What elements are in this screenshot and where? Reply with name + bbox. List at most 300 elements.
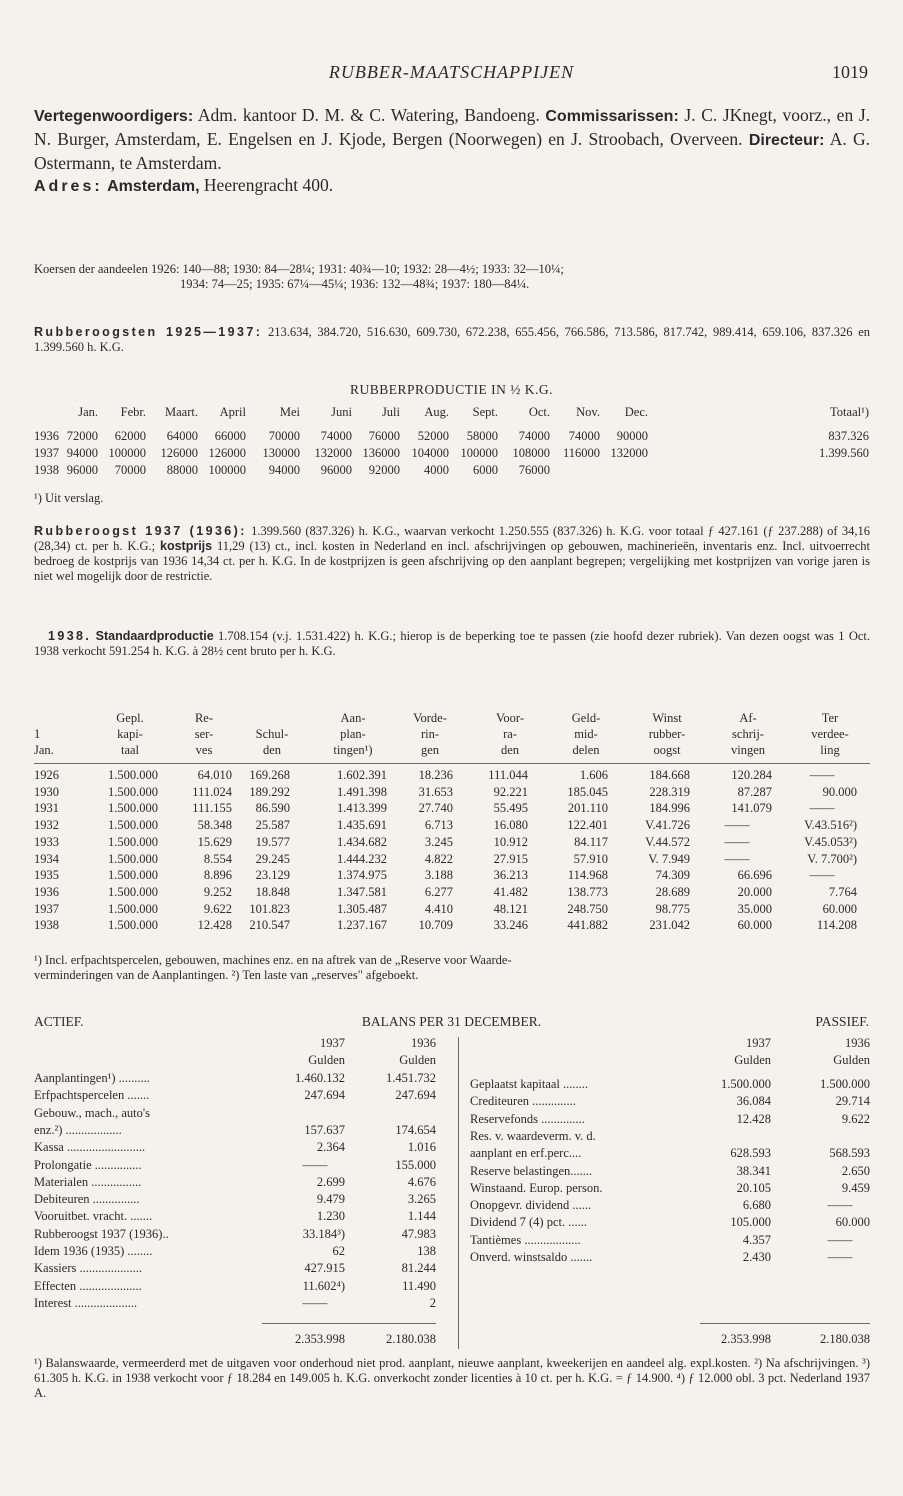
financial-cell: 20.000 (737, 884, 772, 899)
financial-cell: 231.042 (649, 918, 690, 933)
financial-header-cell: tingen¹) (333, 743, 373, 757)
financial-header-cell: taal (120, 743, 140, 757)
actief-value-1937: 1.230 (316, 1209, 345, 1224)
actief-total-rule (262, 1323, 436, 1324)
financial-cell: V. 7.949 (648, 851, 690, 866)
financial-cell: 28.689 (655, 884, 690, 899)
financial-cell: 184.996 (649, 801, 690, 816)
financial-header-cell: Af- (739, 711, 757, 725)
production-header-cell: Maart. (165, 405, 198, 419)
financial-cell: 6.277 (424, 884, 453, 899)
harvest-1937-text-2: 11,29 (13) ct., incl. kosten in Nederland en incl. afschrijvingen op gebouwen, machinerieën, inventaris enz. Incl. uitvoerrecht bedroeg de kostprijs van 1936 14,34 ct. per h. K.G. In de kostprijzen is geen afschrijving op den aanplant begrepen; vergelijking met kostprijzen van vorige jaren is niet wel mogelijk door de restrictie. (34, 539, 871, 583)
passief-value-1937: 105.000 (730, 1215, 771, 1230)
financial-cell: 1.500.000 (108, 768, 158, 782)
financial-cell: 1.500.000 (108, 818, 158, 833)
actief-row-label: Erfpachtspercelen ....... (34, 1088, 150, 1103)
vertegenwoordigers-text: Adm. kantoor D. M. & C. Watering, Bandoeng. (197, 105, 540, 125)
directeur-label: Directeur: (748, 132, 825, 149)
financial-cell: 1.500.000 (108, 851, 158, 866)
production-header-cell: Juni (331, 405, 352, 419)
passief-row-label: Tantièmes .................. (470, 1232, 581, 1247)
actief-value-1936: 138 (417, 1244, 436, 1258)
actief-value-1936: 47.983 (401, 1226, 436, 1241)
financial-cell: 248.750 (567, 901, 608, 916)
production-cell: 64000 (166, 429, 198, 443)
financial-cell: —— (724, 818, 750, 833)
passief-value-1936: 2.650 (841, 1163, 870, 1178)
financial-header-cell: gen (420, 743, 440, 757)
standard-production-text: 1.708.154 (v.j. 1.531.422) h. K.G.; hierop is de beperking toe te passen (zie hoofd dezer rubriek). Van dezen oogst was 1 Oct. 1938 verkocht 591.254 h. K.G. à 28½ cent bruto per h. K.G. (34, 629, 871, 658)
financial-cell: 90.000 (822, 784, 857, 799)
financial-cell: 84.117 (574, 834, 608, 849)
rubber-harvests-text: 213.634, 384.720, 516.630, 609.730, 672.238, 655.456, 766.586, 713.586, 817.742, 989.414, 659.106, 837.326 en 1.399.560 h. K.G. (34, 325, 870, 354)
actief-value-1937: 9.479 (316, 1192, 345, 1207)
production-header-cell: Nov. (576, 405, 600, 419)
actief-value-1936: 4.676 (407, 1174, 436, 1189)
financial-cell: 114.208 (816, 918, 857, 933)
actief-row-label: Vooruitbet. vracht. ....... (34, 1209, 153, 1224)
balance-footnote: ¹) Balanswaarde, vermeerderd met de uitgaven voor onderhoud niet prod. aanplant, nieuwe aanplant, kweekerijen en aandeel alg. expl.kosten. ²) Na afschrijvingen. ³) 61.305 h. K.G. in 1938 verkocht voor ƒ 18.284 en 149.005 h. K.G. onverkocht zonder licenties à 10 ct. per h. K.G. = ƒ 14.900. ⁴) ƒ 12.000 obl. 3 pct. Nederland 1937 A. (34, 1356, 870, 1400)
production-cell: 130000 (262, 446, 300, 460)
production-cell: 104000 (411, 446, 449, 460)
passief-value-1936: 9.459 (841, 1180, 870, 1195)
financial-row-year: 1938 (34, 918, 59, 933)
production-cell: 70000 (114, 463, 146, 477)
actief-value-1937: 247.694 (304, 1088, 345, 1103)
financial-row-year: 1934 (34, 851, 59, 866)
actief-unit-2: Gulden (399, 1053, 436, 1067)
financial-footnote-line-2: verminderingen van de Aanplantingen. ²) Ten laste van „reserves" afgeboekt. (34, 968, 419, 982)
financial-cell: 57.910 (573, 851, 608, 866)
financial-cell: 29.245 (255, 851, 290, 866)
financial-cell: 441.882 (567, 918, 608, 933)
financial-cell: 18.848 (255, 884, 290, 899)
actief-row-label: Gebouw., mach., auto's (34, 1105, 150, 1120)
financial-cell: 25.587 (255, 818, 290, 833)
financial-cell: 3.245 (424, 834, 453, 849)
production-header-cell: Juli (381, 405, 400, 419)
production-cell: 1.399.560 (819, 446, 869, 460)
financial-header-cell: Gepl. (116, 711, 144, 725)
financial-cell: 98.775 (655, 901, 690, 916)
passief-row-label: Res. v. waardeverm. v. d. (470, 1128, 596, 1143)
commissarissen-label: Commissarissen: (545, 108, 679, 125)
financial-header-cell: delen (572, 743, 600, 757)
financial-cell: 33.246 (493, 918, 528, 933)
financial-cell: 1.500.000 (108, 884, 158, 899)
production-header-cell: Totaal¹) (830, 405, 869, 419)
financial-header-cell: den (500, 743, 520, 757)
passief-value-1937: 628.593 (730, 1146, 771, 1161)
cost-price-label: kostprijs (160, 539, 213, 553)
financial-cell: 9.252 (203, 884, 232, 899)
financial-cell: 1.606 (579, 768, 608, 782)
financial-cell: 92.221 (493, 784, 528, 799)
financial-cell: 12.428 (197, 918, 232, 933)
actief-value-1936: 11.490 (402, 1278, 436, 1293)
financial-cell: 1.305.487 (337, 901, 387, 916)
actief-value-1937: 2.364 (316, 1140, 345, 1155)
financial-cell: 3.188 (424, 868, 453, 883)
financial-header-cell: oogst (653, 743, 681, 757)
production-cell: 76000 (518, 463, 550, 477)
actief-value-1937: 62 (332, 1244, 345, 1258)
harvest-1937-paragraph (34, 524, 870, 584)
financial-cell: 1.500.000 (108, 801, 158, 816)
passief-year-1: 1937 (746, 1036, 771, 1050)
production-row-year: 1937 (34, 446, 59, 460)
actief-value-1937: 427.915 (304, 1261, 345, 1276)
actief-value-1937: 1.460.132 (295, 1071, 345, 1085)
financial-cell: 1.434.682 (337, 834, 387, 849)
production-footnote: ¹) Uit verslag. (34, 491, 104, 505)
financial-header-cell: Geld- (571, 711, 601, 725)
passief-unit-1: Gulden (734, 1053, 771, 1067)
financial-cell: 10.912 (493, 834, 528, 849)
share-prices-line-1: Koersen der aandeelen 1926: 140—88; 1930: 84—28¼; 1931: 40¾—10; 1932: 28—4½; 1933: 32—10¼; (34, 262, 564, 276)
balance-sheet-title: BALANS PER 31 DECEMBER. (361, 1014, 542, 1029)
financial-cell: 86.590 (255, 801, 290, 816)
financial-header-cell: Jan. (34, 743, 54, 757)
passief-value-1936: 1.500.000 (820, 1077, 870, 1091)
production-header-cell: Febr. (120, 405, 146, 419)
financial-cell: 35.000 (737, 901, 772, 916)
financial-header-cell: plan- (340, 727, 366, 741)
standard-production-year: 1938. (48, 629, 92, 643)
production-header-cell: April (219, 405, 246, 419)
actief-row-label: Idem 1936 (1935) ........ (34, 1244, 153, 1258)
balance-divider (458, 1037, 459, 1349)
harvest-1937-text: 1.399.560 (837.326) h. K.G., waarvan verkocht 1.250.555 (837.326) h. K.G. voor totaal ƒ 427.161 (ƒ 237.288) of 34,16 (28,34) ct. per h. K.G.; (34, 524, 870, 553)
financial-cell: 184.668 (649, 768, 690, 782)
production-row-year: 1936 (34, 429, 59, 443)
financial-header-cell: ser- (194, 727, 214, 741)
production-cell: 136000 (362, 446, 400, 460)
actief-value-1936: 1.144 (407, 1209, 436, 1224)
financial-header-cell: ves (195, 743, 213, 757)
actief-value-1936: 1.451.732 (386, 1071, 436, 1085)
financial-row-year: 1937 (34, 901, 59, 916)
standard-production-label: Standaardproductie (95, 629, 214, 643)
financial-cell: 111.155 (192, 801, 232, 816)
financial-cell: 1.413.399 (337, 801, 387, 816)
production-cell: 70000 (268, 429, 300, 443)
share-prices (34, 262, 870, 292)
financial-cell: —— (809, 768, 835, 782)
standard-production-1938 (34, 629, 870, 659)
financial-cell: 1.500.000 (108, 901, 158, 916)
actief-row-label: Prolongatie ............... (34, 1157, 142, 1172)
financial-cell: 27.915 (493, 851, 528, 866)
passief-value-1937: 4.357 (742, 1232, 771, 1247)
actief-value-1937: 2.699 (316, 1174, 345, 1189)
financial-header-cell: Ter (821, 711, 839, 725)
financial-cell: 74.309 (655, 868, 690, 883)
financial-cell: 1.500.000 (108, 868, 158, 883)
passief-row-label: Onopgevr. dividend ...... (470, 1198, 592, 1213)
production-cell: 74000 (518, 429, 550, 443)
passief-row-label: Dividend 7 (4) pct. ...... (470, 1215, 587, 1230)
financial-header-cell: Winst (652, 711, 682, 725)
financial-cell: 1.374.975 (337, 868, 387, 883)
passief-value-1937: 12.428 (736, 1111, 771, 1126)
production-cell: 100000 (460, 446, 498, 460)
actief-value-1936: 1.016 (407, 1140, 436, 1155)
passief-total-rule (700, 1323, 870, 1324)
share-prices-line-2: 1934: 74—25; 1935: 67¼—45¼; 1936: 132—48¾; 1937: 180—84¼. (180, 277, 530, 291)
passief-total-1937: 2.353.998 (721, 1332, 771, 1346)
production-header-cell: Mei (279, 405, 300, 419)
passief-total-1936: 2.180.038 (820, 1332, 870, 1346)
passief-row-label: Reserve belastingen....... (470, 1163, 593, 1178)
actief-row-label: Effecten .................... (34, 1278, 142, 1293)
financial-header-cell: Re- (194, 711, 214, 725)
financial-cell: 120.284 (731, 768, 772, 782)
passief-row-label: Crediteuren .............. (470, 1094, 576, 1109)
financial-header-cell: 1 (34, 727, 41, 741)
financial-cell: 1.491.398 (337, 784, 387, 799)
financial-cell: 8.896 (203, 868, 232, 883)
financial-cell: 4.410 (424, 901, 453, 916)
financial-cell: V.43.516²) (804, 818, 857, 833)
financial-cell: 141.079 (731, 801, 772, 816)
financial-row-year: 1931 (34, 801, 59, 816)
production-cell: 116000 (562, 446, 600, 460)
passief-row-label: Onverd. winstsaldo ....... (470, 1250, 593, 1264)
actief-value-1937: —— (302, 1157, 328, 1172)
financial-header-cell: Vorde- (413, 711, 447, 725)
financial-header-cell: den (262, 743, 282, 757)
passief-value-1937: 2.430 (742, 1250, 771, 1264)
passief-value-1936: —— (827, 1250, 853, 1264)
financial-footnote-line-1: ¹) Incl. erfpachtspercelen, gebouwen, machines enz. en na aftrek van de „Reserve voor Waarde- (34, 953, 512, 967)
passief-value-1936: 9.622 (841, 1111, 870, 1126)
actief-total-1936: 2.180.038 (386, 1332, 436, 1346)
actief-value-1936: 3.265 (407, 1192, 436, 1207)
financial-cell: 8.554 (203, 851, 232, 866)
production-cell: 66000 (214, 429, 246, 443)
financial-header-cell: ling (820, 743, 840, 757)
actief-row-label: Interest .................... (34, 1295, 138, 1310)
financial-cell: 210.547 (249, 918, 290, 933)
financial-cell: 201.110 (567, 801, 608, 816)
production-cell: 94000 (268, 463, 300, 477)
production-cell: 90000 (616, 429, 648, 443)
production-cell: 62000 (114, 429, 146, 443)
passief-value-1937: 20.105 (736, 1180, 771, 1195)
passief-row-label: aanplant en erf.perc.... (470, 1146, 582, 1161)
production-cell: 100000 (208, 463, 246, 477)
financial-header-cell: rubber- (648, 727, 686, 741)
financial-cell: 7.764 (828, 884, 857, 899)
actief-unit-1: Gulden (308, 1053, 345, 1067)
financial-cell: 1.237.167 (337, 918, 387, 933)
financial-cell: —— (809, 868, 835, 883)
harvest-1937-label: Rubberoogst 1937 (1936): (34, 524, 247, 538)
production-header-cell: Aug. (424, 405, 449, 419)
actief-value-1937: —— (302, 1295, 328, 1310)
financial-row-year: 1926 (34, 768, 59, 782)
actief-row-label: Kassa ......................... (34, 1140, 146, 1155)
passief-row-label: Geplaatst kapitaal ........ (470, 1077, 589, 1091)
financial-cell: 9.622 (203, 901, 232, 916)
financial-cell: 122.401 (567, 818, 608, 833)
actief-value-1937: 157.637 (304, 1122, 345, 1137)
financial-cell: 1.500.000 (108, 918, 158, 933)
passief-value-1936: —— (827, 1198, 853, 1213)
financial-cell: 111.044 (488, 768, 528, 782)
rubber-harvests-label: Rubberoogsten 1925—1937: (34, 325, 263, 339)
production-cell: 100000 (108, 446, 146, 460)
financial-cell: 66.696 (737, 868, 772, 883)
financial-cell: 31.653 (418, 784, 453, 799)
production-cell: 4000 (424, 463, 449, 477)
passief-value-1937: 6.680 (742, 1198, 771, 1213)
production-cell: 92000 (368, 463, 400, 477)
actief-value-1937: 11.602⁴) (302, 1278, 345, 1293)
financial-cell: 41.482 (493, 884, 528, 899)
passief-value-1937: 1.500.000 (721, 1077, 771, 1091)
production-cell: 6000 (473, 463, 498, 477)
vertegenwoordigers-label: Vertegenwoordigers: (34, 108, 194, 125)
adres-city: Amsterdam, (107, 178, 200, 195)
actief-row-label: Kassiers .................... (34, 1261, 142, 1276)
rubber-harvests (34, 325, 870, 355)
financial-row-year: 1935 (34, 868, 59, 883)
financial-header-cell: verdee- (811, 727, 849, 741)
production-cell: 837.326 (828, 429, 869, 443)
production-cell: 126000 (208, 446, 246, 460)
financial-cell: 189.292 (249, 784, 290, 799)
financial-cell: 114.968 (567, 868, 608, 883)
financial-cell: 138.773 (567, 884, 608, 899)
financial-cell: 1.602.391 (337, 768, 387, 782)
adres-street: Heerengracht 400. (203, 175, 334, 195)
financial-row-year: 1932 (34, 818, 59, 833)
running-header: RUBBER-MAATSCHAPPIJEN (328, 62, 575, 82)
financial-cell: 87.287 (737, 784, 772, 799)
financial-cell: 60.000 (737, 918, 772, 933)
financial-cell: 1.347.581 (337, 884, 387, 899)
production-cell: 76000 (368, 429, 400, 443)
production-header-cell: Oct. (528, 405, 550, 419)
actief-row-label: Rubberoogst 1937 (1936).. (34, 1226, 169, 1241)
production-cell: 52000 (417, 429, 449, 443)
financial-header-cell: vingen (730, 743, 766, 757)
financial-cell: 1.435.691 (337, 818, 387, 833)
production-table-title: RUBBERPRODUCTIE IN ½ K.G. (349, 382, 553, 397)
production-cell: 58000 (466, 429, 498, 443)
financial-cell: 185.045 (567, 784, 608, 799)
financial-header-cell: ra- (503, 727, 517, 741)
actief-row-label: Debiteuren ............... (34, 1192, 140, 1207)
financial-cell: 228.319 (649, 784, 690, 799)
passief-value-1937: 38.341 (736, 1163, 771, 1178)
financial-header-rule (34, 763, 870, 764)
financial-cell: —— (809, 801, 835, 816)
commissarissen-text: J. C. JKnegt, voorz., en J. N. Burger, Amsterdam, E. Engelsen en J. Kjode, Bergen (Noorwegen) en J. Stroobach, Overveen. (34, 105, 870, 149)
actief-value-1936: 247.694 (395, 1088, 436, 1103)
actief-row-label: Aanplantingen¹) .......... (34, 1071, 150, 1085)
financial-cell: 16.080 (493, 818, 528, 833)
financial-row-year: 1936 (34, 884, 59, 899)
actief-year-2: 1936 (411, 1036, 436, 1050)
financial-cell: 18.236 (418, 768, 453, 782)
financial-header-cell: mid- (574, 727, 598, 741)
passief-value-1936: 60.000 (835, 1215, 870, 1230)
production-cell: 108000 (512, 446, 550, 460)
financial-cell: V.45.053²) (804, 834, 857, 849)
financial-cell: 169.268 (249, 768, 290, 782)
actief-value-1936: 81.244 (401, 1261, 436, 1276)
financial-header-cell: Aan- (340, 711, 366, 725)
financial-cell: 60.000 (822, 901, 857, 916)
production-cell: 94000 (66, 446, 98, 460)
actief-value-1936: 155.000 (395, 1157, 436, 1172)
production-header-cell: Jan. (78, 405, 98, 419)
financial-cell: 1.500.000 (108, 834, 158, 849)
passief-unit-2: Gulden (833, 1053, 870, 1067)
financial-cell: 27.740 (418, 801, 453, 816)
passief-value-1937: 36.084 (736, 1094, 771, 1109)
production-header-cell: Dec. (624, 405, 648, 419)
actief-value-1936: 174.654 (395, 1122, 436, 1137)
passief-value-1936: 29.714 (835, 1094, 870, 1109)
financial-cell: 10.709 (418, 918, 453, 933)
financial-row-year: 1930 (34, 784, 59, 799)
financial-cell: 48.121 (493, 901, 528, 916)
production-cell: 132000 (314, 446, 352, 460)
production-cell: 126000 (160, 446, 198, 460)
passief-row-label: Winstaand. Europ. person. (470, 1180, 603, 1195)
actief-label: ACTIEF. (34, 1014, 84, 1029)
financial-header-cell: Schul- (255, 727, 289, 741)
passief-row-label: Reservefonds .............. (470, 1111, 585, 1126)
financial-cell: —— (724, 834, 750, 849)
financial-cell: 111.024 (192, 784, 232, 799)
actief-row-label: enz.²) .................. (34, 1122, 122, 1137)
directeur-text: A. G. Ostermann, te Amsterdam. (34, 129, 870, 173)
financial-cell: 58.348 (197, 818, 232, 833)
financial-cell: —— (724, 851, 750, 866)
passief-value-1936: —— (827, 1232, 853, 1247)
financial-cell: 64.010 (197, 768, 232, 782)
financial-cell: V.41.726 (645, 818, 690, 833)
financial-cell: 19.577 (255, 834, 290, 849)
actief-value-1936: 2 (429, 1295, 436, 1310)
adres-label: Adres: (34, 178, 103, 195)
production-cell: 72000 (66, 429, 98, 443)
financial-header-cell: Voor- (496, 711, 524, 725)
production-row-year: 1938 (34, 463, 59, 477)
financial-header-cell: kapi- (117, 727, 143, 741)
actief-total-1937: 2.353.998 (295, 1332, 345, 1346)
financial-cell: 1.500.000 (108, 784, 158, 799)
production-cell: 88000 (166, 463, 198, 477)
financial-cell: 36.213 (493, 868, 528, 883)
financial-cell: 6.713 (424, 818, 453, 833)
financial-cell: 23.129 (255, 868, 290, 883)
financial-cell: 101.823 (249, 901, 290, 916)
actief-value-1937: 33.184³) (302, 1226, 345, 1241)
financial-header-cell: rin- (420, 727, 440, 741)
passief-year-2: 1936 (845, 1036, 870, 1050)
passief-label: PASSIEF. (815, 1014, 869, 1029)
production-cell: 74000 (320, 429, 352, 443)
financial-cell: 1.444.232 (337, 851, 387, 866)
financial-header-cell: schrij- (732, 727, 764, 741)
production-cell: 74000 (568, 429, 600, 443)
